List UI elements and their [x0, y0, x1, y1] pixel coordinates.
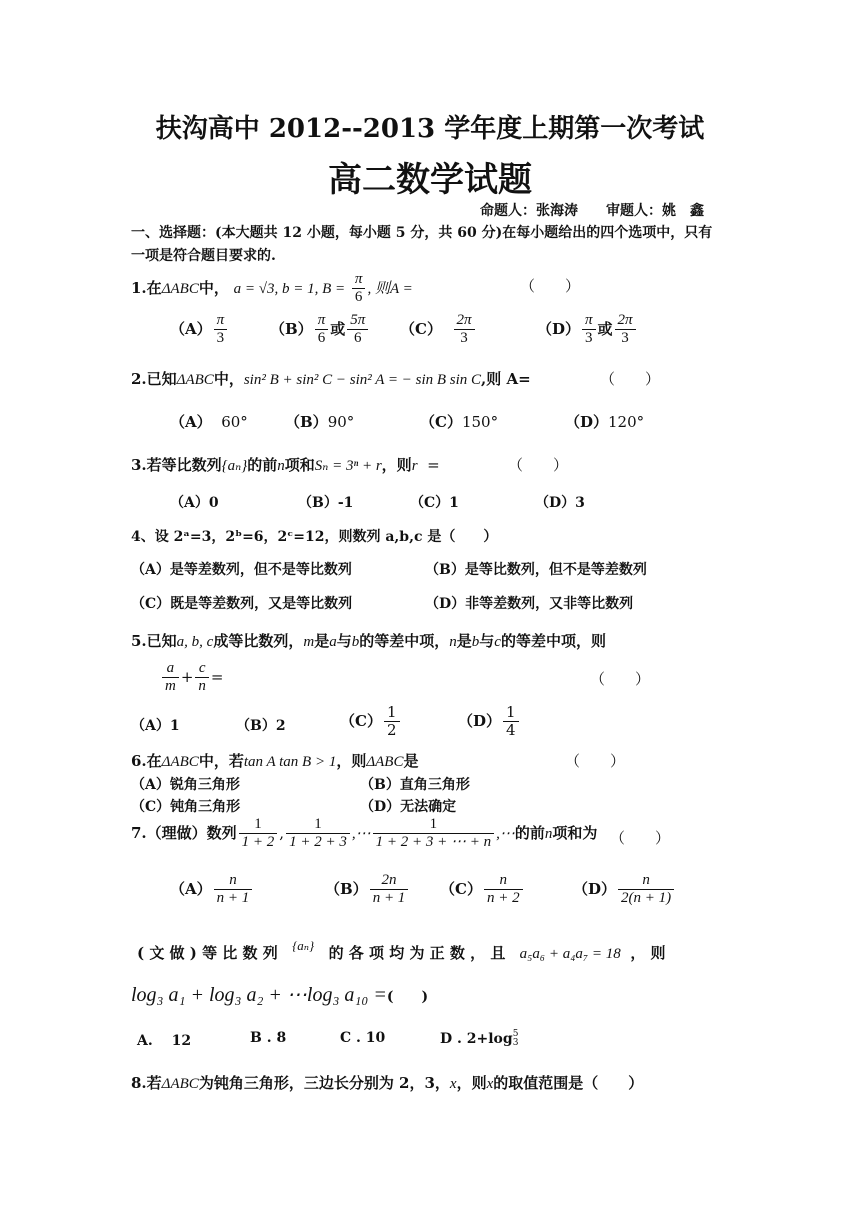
q1-opt-d-or: 或 [597, 319, 613, 338]
q7-dots1: ,⋯ [351, 825, 371, 842]
q1-opt-d-num2: 2π [615, 312, 636, 330]
q7-text3: 项和为 [552, 823, 598, 842]
q5-with: 与 [336, 632, 352, 650]
q2-c-label: （C） [420, 413, 462, 431]
q5-frac-am [162, 660, 179, 696]
q5-opt-d-label: （D） [458, 711, 502, 730]
q1-opt-b-num2: 5π [347, 312, 368, 330]
q7w-sequence: {aₙ} [292, 938, 315, 953]
q1-opt-a-num: π [214, 312, 228, 330]
q7w-paren: ( ) [386, 989, 429, 1005]
q6-triangle: ΔABC [161, 754, 199, 770]
q6-option-d: （D）无法确定 [360, 799, 457, 815]
q5-text1: 5.已知 [131, 632, 177, 650]
q2-a-label: （A） [170, 413, 212, 431]
question-4: 4、设 2ᵃ=3，2ᵇ=6，2ᶜ=12，则数列 a,b,c 是（ ） [131, 529, 498, 545]
q7-arts-line [137, 938, 666, 963]
q2-option-a [170, 411, 248, 432]
q3-n: n [277, 458, 285, 474]
q7-opt-c-label: （C） [440, 879, 482, 898]
q5-option-c [340, 704, 402, 740]
q7w-text3: ， 则 [630, 944, 666, 962]
q5-with2: 与 [479, 632, 495, 650]
q7-opt-c-frac [484, 872, 523, 908]
q7w-option-a: A. 12 [137, 1033, 192, 1049]
q5-blank: （ ） [590, 670, 651, 688]
q2-option-d [565, 411, 644, 432]
q1-number: 1. [131, 278, 147, 297]
q7-opt-d-frac [618, 872, 674, 908]
q7-opt-a-num: n [214, 872, 253, 890]
q3-text3: 项和 [284, 456, 315, 474]
q1-opt-d-den2: 3 [621, 330, 629, 347]
q1-condition: a = √3, b = 1, B = [233, 280, 346, 297]
q3-text2: 的前 [247, 456, 278, 474]
q3-sequence: {aₙ} [221, 458, 248, 474]
q6-text2: 中，若 [198, 752, 244, 770]
q1-opt-d-frac1 [582, 312, 596, 348]
q7-opt-d-num: n [618, 872, 674, 890]
q3-option-b: （B）-1 [298, 495, 354, 511]
q7-blank: （ ） [610, 829, 671, 847]
q3-r: r [411, 458, 418, 474]
q6-option-a: （A）锐角三角形 [131, 777, 240, 793]
q5-option-a: （A）1 [131, 718, 180, 734]
q8-text4: 的取值范围是（ ） [493, 1074, 644, 1092]
q1-opt-c-num: 2π [454, 312, 475, 330]
q7-n: n [544, 825, 553, 842]
q1-opt-a-den: 3 [216, 330, 225, 347]
q1-opt-d-num1: π [582, 312, 596, 330]
q5-opt-d-num: 1 [503, 704, 519, 722]
q2-c-value: 150° [461, 413, 499, 431]
q2-text1: 2.已知 [131, 370, 177, 388]
q7-term1-num: 1 [239, 816, 278, 834]
q5-text4: 的等差中项， [359, 632, 450, 650]
q7-opt-d-label: （D） [573, 879, 617, 898]
q1-opt-b-label: （B） [270, 319, 313, 338]
q5-option-d [458, 704, 521, 740]
q7w-option-c: C . 10 [340, 1030, 386, 1046]
q5-a: a [329, 634, 337, 650]
q1-opt-b-frac2 [347, 312, 368, 348]
q8-text1: 8.若 [131, 1074, 162, 1092]
q5-text3: 是 [314, 632, 330, 650]
question-5 [131, 630, 606, 651]
q7-opt-a-label: （A） [170, 879, 212, 898]
q7w-text2: 的 各 项 均 为 正 数 ， 且 [328, 944, 506, 962]
q5-text5: 是 [456, 632, 472, 650]
q5-frac-a: a [162, 660, 179, 678]
q7-opt-d-den: 2(n + 1) [621, 890, 672, 907]
q6-option-c: （C）钝角三角形 [131, 799, 241, 815]
q5-opt-d-frac [503, 704, 519, 740]
q5-expression [160, 660, 224, 696]
q2-option-b [285, 411, 354, 432]
q8-x: x [449, 1076, 457, 1092]
q1-opt-b-or: 或 [330, 319, 346, 338]
q7-dots2: ,⋯ [496, 825, 515, 842]
q1-option-a [170, 312, 229, 348]
q5-abc: a, b, c [176, 634, 214, 650]
q6-expression: tan A tan B > 1 [243, 754, 337, 770]
q1-opt-b-den1: 6 [317, 330, 326, 347]
q7-term3 [373, 816, 495, 852]
q7-opt-b-den: n + 1 [372, 890, 406, 907]
question-6 [131, 750, 419, 771]
q5-opt-c-den: 2 [386, 721, 397, 740]
q7-option-d [573, 872, 676, 908]
q5-n: n [449, 634, 457, 650]
q7-text2: 的前 [514, 823, 545, 842]
q1-option-b [270, 312, 370, 348]
q8-text2: 为钝角三角形，三边长分别为 2，3， [198, 1074, 450, 1092]
q5-b2: b [471, 634, 480, 650]
q7-opt-b-label: （B） [325, 879, 368, 898]
q3-expression: Sₙ = 3ⁿ + r [314, 458, 382, 474]
q7w-expression: a₅a₆ + a₄a₇ = 18 [519, 946, 621, 962]
q1-pi: π [352, 271, 366, 289]
q7-opt-c-num: n [484, 872, 523, 890]
q1-opt-a-frac [214, 312, 228, 348]
q7-option-a [170, 872, 254, 908]
q1-opt-c-frac [454, 312, 475, 348]
q1-opt-d-frac2 [615, 312, 636, 348]
q1-opt-c-den: 3 [460, 330, 468, 347]
q1-triangle: ΔABC [161, 280, 199, 297]
q3-blank: （ ） [508, 456, 569, 474]
q1-opt-d-den1: 3 [585, 330, 593, 347]
q3-eq: = [427, 456, 440, 474]
q7w-option-b: B . 8 [250, 1030, 287, 1046]
q5-frac-cn [195, 660, 209, 696]
q8-text3: ，则 [456, 1074, 487, 1092]
q1-opt-a-label: （A） [170, 319, 212, 338]
q7w-d-sub: 3 [512, 1038, 519, 1048]
q2-text3: ,则 A= [481, 370, 531, 388]
school-title: 扶沟高中 2012--2013 学年度上期第一次考试 [155, 114, 705, 144]
q1-opt-d-label: （D） [537, 319, 581, 338]
question-8 [131, 1072, 643, 1093]
q5-opt-c-label: （C） [340, 711, 382, 730]
q1-opt-b-num1: π [315, 312, 329, 330]
q8-x2: x [486, 1076, 494, 1092]
q7-option-b [325, 872, 410, 908]
question-3 [131, 454, 440, 475]
q1-option-c [400, 312, 477, 348]
q7w-d-sup: 5 [512, 1029, 519, 1039]
q2-b-value: 90° [327, 413, 355, 431]
q1-option-d [537, 312, 638, 348]
q5-plus: + [180, 667, 194, 686]
q5-frac-m: m [165, 678, 176, 695]
q7-term2-num: 1 [286, 816, 350, 834]
q2-d-value: 120° [608, 413, 645, 431]
q7-term3-den: 1 + 2 + 3 + ⋯ + n [375, 834, 492, 851]
question-2 [131, 368, 531, 389]
question-7: 7.（理做）数列 $\frac{1}{1 + 2}$ , $\frac{1}{1 + 2 + 3}$ ,⋯ $\frac{1}{1 + 2 + 3 + \cdots + n}$ ,⋯的前n项和为 [131, 816, 598, 851]
q6-text4: 是 [403, 752, 419, 770]
q4-option-b: （B）是等比数列，但不是等差数列 [425, 562, 647, 578]
q1-pi-over-6 [352, 271, 366, 307]
q7-term2 [286, 816, 350, 852]
q7-term1-den: 1 + 2 [241, 834, 275, 851]
q3-option-a: （A）0 [170, 495, 219, 511]
q5-opt-c-num: 1 [384, 704, 400, 722]
q5-text2: 成等比数列， [213, 632, 304, 650]
q6-option-b: （B）直角三角形 [360, 777, 470, 793]
q4-option-d: （D）非等差数列，又非等比数列 [425, 596, 634, 612]
q7-opt-a-den: n + 1 [216, 890, 250, 907]
q1-blank: （ ） [520, 277, 581, 295]
q2-expression: sin² B + sin² C − sin² A = − sin B sin C [243, 372, 482, 388]
q2-d-label: （D） [565, 413, 609, 431]
q7w-log-expression: log₃ a₁ + log₃ a₂ + ⋯log₃ a₁₀ = [131, 984, 387, 1006]
q7-opt-b-num: 2n [370, 872, 409, 890]
section-heading-line1: 一、选择题：(本大题共 12 小题，每小题 5 分，共 60 分)在每小题给出的四个选项中，只有 [131, 225, 713, 241]
q5-c: c [494, 634, 501, 650]
q6-blank: （ ） [565, 752, 626, 770]
q6-triangle2: ΔABC [366, 754, 404, 770]
q1-prefix: 在 [146, 278, 162, 297]
q1-opt-c-label: （C） [400, 319, 442, 338]
q7w-option-d [440, 1030, 518, 1048]
q5-option-b: （B）2 [236, 718, 286, 734]
q1-mid: 中， [198, 278, 229, 297]
q3-option-d: （D）3 [535, 495, 585, 511]
question-1 [131, 271, 413, 307]
q7-text1: 7.（理做）数列 [131, 823, 237, 842]
q8-triangle: ΔABC [161, 1076, 199, 1092]
q2-a-value: 60° [221, 413, 248, 431]
authors-line: 命题人：张海涛 审题人：姚 鑫 [480, 203, 704, 219]
q5-eq: = [210, 667, 224, 686]
q5-opt-d-den: 4 [506, 721, 516, 740]
section-heading-line2: 一项是符合题目要求的. [131, 248, 276, 264]
q4-option-a: （A）是等差数列，但不是等比数列 [131, 562, 352, 578]
q2-option-c [420, 411, 498, 432]
q2-blank: （ ） [600, 370, 661, 388]
q7-option-c [440, 872, 525, 908]
q5-opt-c-frac [384, 704, 400, 740]
q6-text1: 6.在 [131, 752, 162, 770]
q7w-text1: ( 文 做 ) 等 比 数 列 [137, 944, 278, 962]
q2-text2: 中， [213, 370, 244, 388]
q7-opt-a-frac [214, 872, 253, 908]
subject-title: 高二数学试题 [328, 160, 532, 200]
q1-six: 6 [354, 289, 363, 306]
q7-term1 [239, 816, 278, 852]
q5-m: m [303, 634, 315, 650]
q5-frac-n: n [198, 678, 206, 695]
q7w-d-text: D . 2+log [440, 1031, 513, 1047]
q5-b: b [351, 634, 360, 650]
q7-opt-b-frac [370, 872, 409, 908]
q3-text1: 3.若等比数列 [131, 456, 222, 474]
q1-tail: , 则A = [367, 280, 413, 297]
q5-frac-c: c [195, 660, 209, 678]
q7-term3-num: 1 [373, 816, 495, 834]
q3-option-c: （C）1 [410, 495, 459, 511]
q2-triangle: ΔABC [176, 372, 214, 388]
q6-text3: ，则 [336, 752, 367, 770]
q7w-log-line [131, 982, 428, 1007]
q1-opt-b-frac1 [315, 312, 329, 348]
q7-term2-den: 1 + 2 + 3 [289, 834, 347, 851]
q7-opt-c-den: n + 2 [486, 890, 520, 907]
q3-text4: ，则 [381, 456, 412, 474]
q1-opt-b-den2: 6 [353, 330, 362, 347]
q5-text6: 的等差中项，则 [500, 632, 606, 650]
q2-b-label: （B） [285, 413, 328, 431]
q4-option-c: （C）既是等差数列，又是等比数列 [131, 596, 353, 612]
